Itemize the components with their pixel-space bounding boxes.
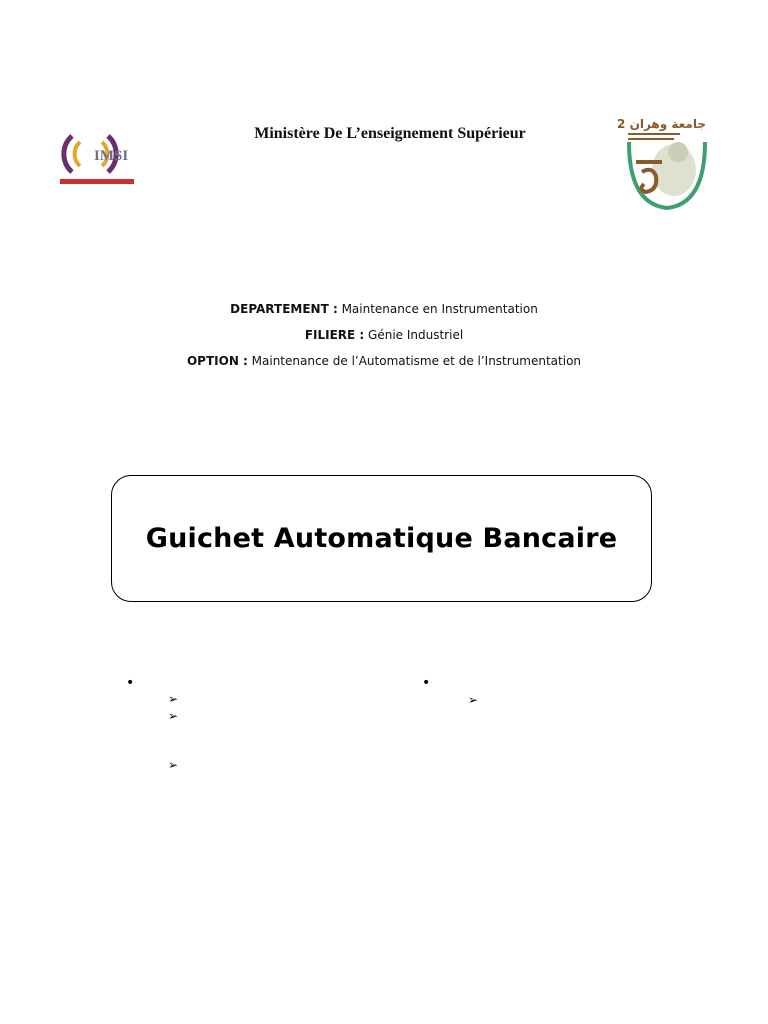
title-box [111,475,652,602]
department-line [0,302,768,316]
department-label: DEPARTEMENT : [230,302,338,316]
list-arrow: ➢ [468,693,479,707]
list-arrow: ➢ [168,709,179,723]
option-line [0,354,768,368]
option-label: OPTION : [186,354,248,368]
university-logo-arabic-text: جامعة وهران 2 [617,117,706,131]
list-arrow: ➢ [168,758,179,772]
filiere-value: Génie Industriel [364,328,464,342]
list-arrow: ➢ [168,692,179,706]
filiere-label: FILIERE : [304,328,365,342]
option-value: Maintenance de l’Automatisme et de l’Instrumentation [247,354,582,368]
department-value: Maintenance en Instrumentation [337,302,538,316]
document-title: Guichet Automatique Bancaire [145,523,618,554]
list-bullet: • [126,675,135,691]
imsi-logo-text: IMSI [94,148,129,164]
ministry-title: Ministère De L’enseignement Supérieur [254,125,526,142]
university-oran2-logo-icon [617,114,712,212]
list-bullet: • [422,675,431,691]
filiere-line [0,328,768,342]
